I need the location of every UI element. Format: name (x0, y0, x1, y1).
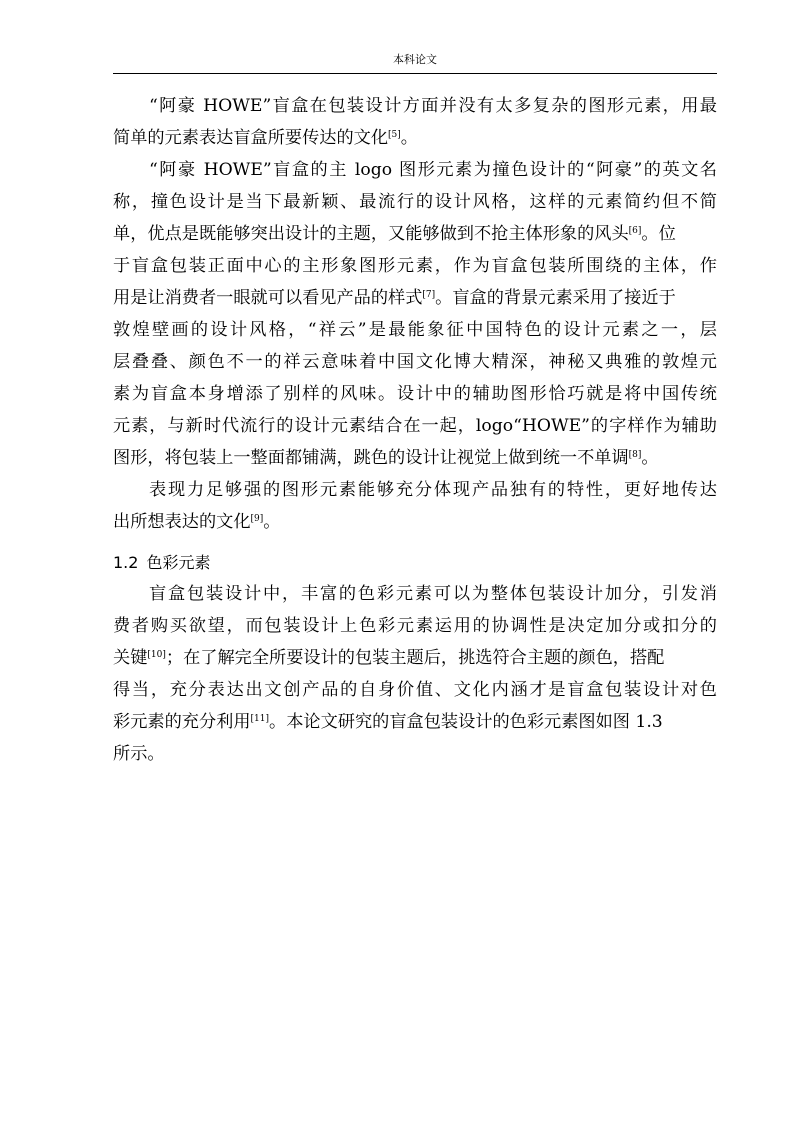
text-line (113, 706, 717, 738)
paragraph (113, 90, 717, 154)
text-span: 出所想表达的文化 (113, 512, 251, 532)
text-line: 称，撞色设计是当下最新颖、最流行的设计风格，这样的元素简约但不简 (113, 192, 717, 212)
citation: [9] (250, 514, 264, 524)
header-rule (113, 73, 717, 74)
text-span: 彩元素的充分利用 (113, 712, 251, 732)
text-line: 盲盒包装设计中，丰富的色彩元素可以为整体包装设计加分，引发消 (149, 584, 717, 604)
text-span: 。本论文研究的盲盒包装设计的色彩元素图如图 1.3 (269, 712, 663, 732)
text-span: 单，优点是既能够突出设计的主题，又能够做到不抢主体形象的风头 (113, 224, 629, 244)
text-line: 素为盲盒本身增添了别样的风味。设计中的辅助图形恰巧就是将中国传统 (113, 384, 717, 404)
text-line: 得当，充分表达出文创产品的自身价值、文化内涵才是盲盒包装设计对色 (113, 680, 717, 700)
paragraph (113, 154, 717, 474)
citation: [5] (388, 130, 401, 140)
section-number: 1.2 (113, 553, 139, 572)
text-line: 敦煌壁画的设计风格，“祥云”是最能象征中国特色的设计元素之一，层 (113, 320, 717, 340)
citation: [7] (422, 290, 436, 300)
text-line (113, 442, 717, 474)
text-line: 于盲盒包装正面中心的主形象图形元素，作为盲盒包装所围绕的主体，作 (113, 256, 717, 276)
citation: [11] (250, 714, 269, 724)
text-span: 用是让消费者一眼就可以看见产品的样式 (113, 288, 423, 308)
section-title: 色彩元素 (146, 553, 211, 572)
text-span: ；在了解完全所要设计的包装主题后，挑选符合主题的颜色，搭配 (165, 648, 665, 668)
text-line (113, 282, 717, 314)
text-span: 。 (641, 448, 659, 468)
paragraph (113, 474, 717, 538)
text-span: 简单的元素表达盲盒所要传达的文化 (113, 128, 389, 148)
text-span: 。盲盒的背景元素采用了接近于 (435, 288, 676, 308)
body-text (113, 90, 717, 538)
section-heading (113, 552, 210, 574)
text-line (113, 218, 717, 250)
text-line: 费者购买欲望，而包装设计上色彩元素运用的协调性是决定加分或扣分的 (113, 616, 717, 636)
section-body-text (113, 578, 717, 770)
text-span: 关键 (113, 648, 148, 668)
text-span: 。位 (641, 224, 676, 244)
text-line (113, 506, 717, 538)
citation: [10] (147, 650, 166, 660)
text-line: “阿豪 HOWE”盲盒在包装设计方面并没有太多复杂的图形元素，用最 (149, 96, 717, 116)
text-line (113, 122, 717, 154)
text-line: “阿豪 HOWE”盲盒的主 logo 图形元素为撞色设计的“阿豪”的英文名 (149, 160, 717, 180)
text-span: 。 (400, 128, 418, 148)
text-line: 所示。 (113, 744, 165, 764)
text-line: 层叠叠、颜色不一的祥云意味着中国文化博大精深，神秘又典雅的敦煌元 (113, 352, 717, 372)
text-span: 。 (263, 512, 281, 532)
running-header: 本科论文 (393, 53, 437, 66)
text-line: 元素，与新时代流行的设计元素结合在一起，logo“HOWE”的字样作为辅助 (113, 416, 717, 436)
citation: [6] (628, 226, 642, 236)
text-span: 图形，将包装上一整面都铺满，跳色的设计让视觉上做到统一不单调 (113, 448, 629, 468)
text-line: 表现力足够强的图形元素能够充分体现产品独有的特性，更好地传达 (149, 480, 717, 500)
citation: [8] (628, 450, 642, 460)
text-line (113, 642, 717, 674)
